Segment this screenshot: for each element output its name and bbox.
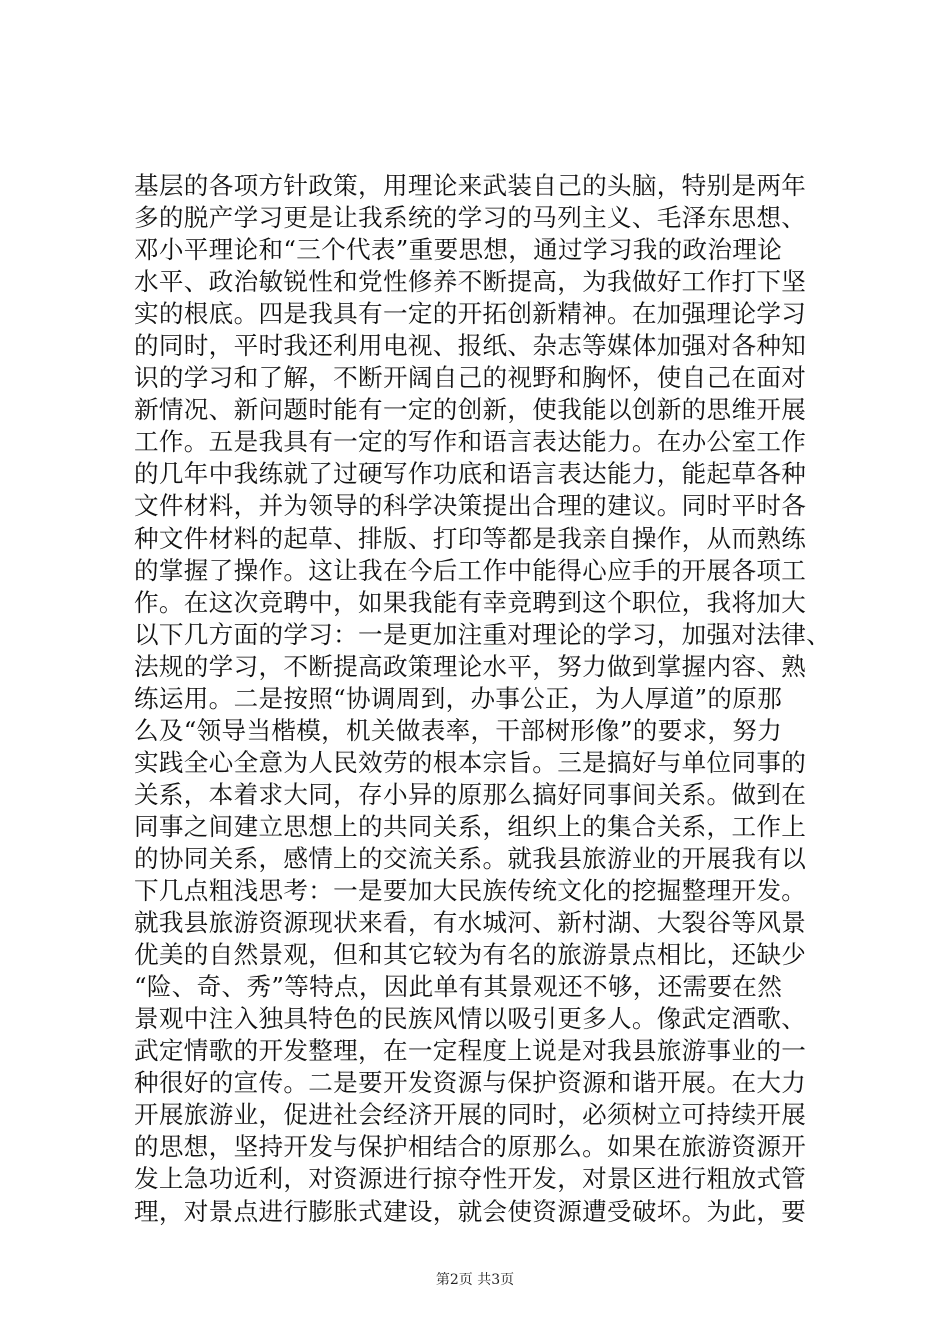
text-line: 同事之间建立思想上的共同关系，组织上的集合关系，工作上 bbox=[134, 811, 807, 841]
text-line: 下几点粗浅思考：一是要加大民族传统文化的挖掘整理开发。 bbox=[134, 876, 807, 906]
text-line: 实践全心全意为人民效劳的根本宗旨。三是搞好与单位同事的 bbox=[134, 747, 807, 777]
text-line: 新情况、新问题时能有一定的创新，使我能以创新的思维开展 bbox=[134, 395, 807, 425]
text-line: 武定情歌的开发整理，在一定程度上说是对我县旅游事业的一 bbox=[134, 1036, 807, 1066]
text-line: 法规的学习，不断提高政策理论水平，努力做到掌握内容、熟 bbox=[134, 651, 807, 681]
text-line: 种文件材料的起草、排版、打印等都是我亲自操作，从而熟练 bbox=[134, 523, 807, 553]
text-line: 优美的自然景观，但和其它较为有名的旅游景点相比，还缺少 bbox=[134, 940, 807, 970]
text-line: 理，对景点进行膨胀式建设，就会使资源遭受破坏。为此，要 bbox=[134, 1196, 807, 1226]
text-line: 识的学习和了解，不断开阔自己的视野和胸怀，使自己在面对 bbox=[134, 363, 807, 393]
text-line: 以下几方面的学习：一是更加注重对理论的学习，加强对法律、 bbox=[134, 619, 832, 649]
text-line: 作。在这次竞聘中，如果我能有幸竞聘到这个职位，我将加大 bbox=[134, 587, 807, 617]
text-line: 景观中注入独具特色的民族风情以吸引更多人。像武定酒歌、 bbox=[134, 1004, 807, 1034]
body-text bbox=[134, 170, 834, 1228]
text-line: 的掌握了操作。这让我在今后工作中能得心应手的开展各项工 bbox=[134, 555, 807, 585]
text-line: 的协同关系，感情上的交流关系。就我县旅游业的开展我有以 bbox=[134, 843, 807, 873]
text-line: 开展旅游业，促进社会经济开展的同时，必须树立可持续开展 bbox=[134, 1100, 807, 1130]
text-line: “险、奇、秀”等特点，因此单有其景观还不够，还需要在然 bbox=[134, 972, 783, 1002]
text-line: 基层的各项方针政策，用理论来武装自己的头脑，特别是两年 bbox=[134, 171, 807, 200]
text-line: 实的根底。四是我具有一定的开拓创新精神。在加强理论学习 bbox=[134, 299, 807, 329]
text-line: 么及“领导当楷模，机关做表率，干部树形像”的要求，努力 bbox=[134, 715, 783, 745]
text-line: 多的脱产学习更是让我系统的学习的马列主义、毛泽东思想、 bbox=[134, 203, 807, 233]
text-line: 工作。五是我具有一定的写作和语言表达能力。在办公室工作 bbox=[134, 427, 807, 457]
text-line: 的思想，坚持开发与保护相结合的原那么。如果在旅游资源开 bbox=[134, 1132, 807, 1162]
text-line: 的同时，平时我还利用电视、报纸、杂志等媒体加强对各种知 bbox=[134, 331, 807, 361]
text-line: 关系，本着求大同，存小异的原那么搞好同事间关系。做到在 bbox=[134, 779, 807, 809]
text-line: 种很好的宣传。二是要开发资源与保护资源和谐开展。在大力 bbox=[134, 1068, 807, 1098]
text-line: 邓小平理论和“三个代表”重要思想，通过学习我的政治理论 bbox=[134, 235, 783, 265]
page-number: 第2页 共3页 bbox=[435, 1272, 515, 1288]
text-line: 的几年中我练就了过硬写作功底和语言表达能力，能起草各种 bbox=[134, 459, 807, 489]
text-line: 发上急功近利，对资源进行掠夺性开发，对景区进行粗放式管 bbox=[134, 1164, 807, 1194]
text-line: 练运用。二是按照“协调周到，办事公正，为人厚道”的原那 bbox=[134, 683, 783, 713]
text-line: 就我县旅游资源现状来看，有水城河、新村湖、大裂谷等风景 bbox=[134, 908, 807, 938]
text-line: 文件材料，并为领导的科学决策提出合理的建议。同时平时各 bbox=[134, 491, 807, 521]
text-line: 水平、政治敏锐性和党性修养不断提高，为我做好工作打下坚 bbox=[134, 267, 807, 297]
